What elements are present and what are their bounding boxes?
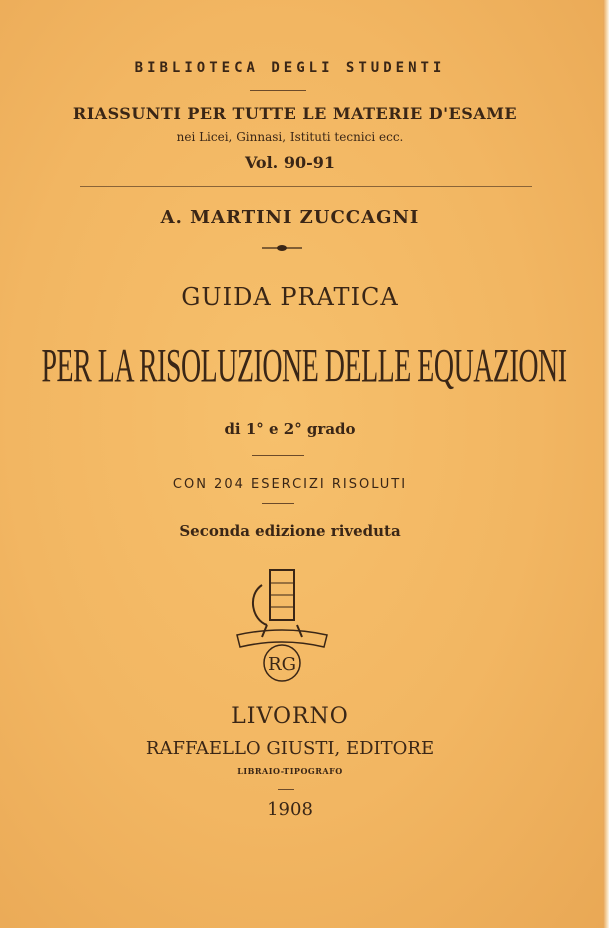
ornament-icon — [262, 243, 302, 253]
publisher-role: LIBRAIO-TIPOGRAFO — [237, 766, 343, 776]
series-subtitle: RIASSUNTI PER TUTTE LE MATERIE D'ESAME — [72, 104, 518, 123]
author-name: A. MARTINI ZUCCAGNI — [160, 207, 420, 228]
publication-year: 1908 — [267, 799, 313, 820]
publisher-logo — [232, 565, 332, 685]
series-title: BIBLIOTECA DEGLI STUDENTI — [134, 60, 446, 76]
title-line-1: GUIDA PRATICA — [181, 283, 399, 311]
svg-text:RG: RG — [268, 654, 296, 675]
volume-number: Vol. 90-91 — [244, 153, 335, 172]
divider — [250, 90, 306, 91]
title-line-3: di 1° e 2° grado — [224, 420, 356, 438]
divider — [252, 455, 304, 456]
city: LIVORNO — [231, 704, 349, 729]
exercises-count: CON 204 ESERCIZI RISOLUTI — [172, 477, 408, 492]
divider — [278, 789, 294, 790]
divider — [262, 503, 294, 504]
title-line-2: PER LA RISOLUZIONE DELLE EQUAZIONI — [41, 340, 567, 393]
page-edge — [603, 0, 609, 928]
schools-text: nei Licei, Ginnasi, Istituti tecnici ecc. — [176, 130, 404, 144]
edition-text: Seconda edizione riveduta — [179, 522, 401, 540]
publisher-name: RAFFAELLO GIUSTI, EDITORE — [145, 738, 435, 759]
divider — [80, 186, 532, 187]
